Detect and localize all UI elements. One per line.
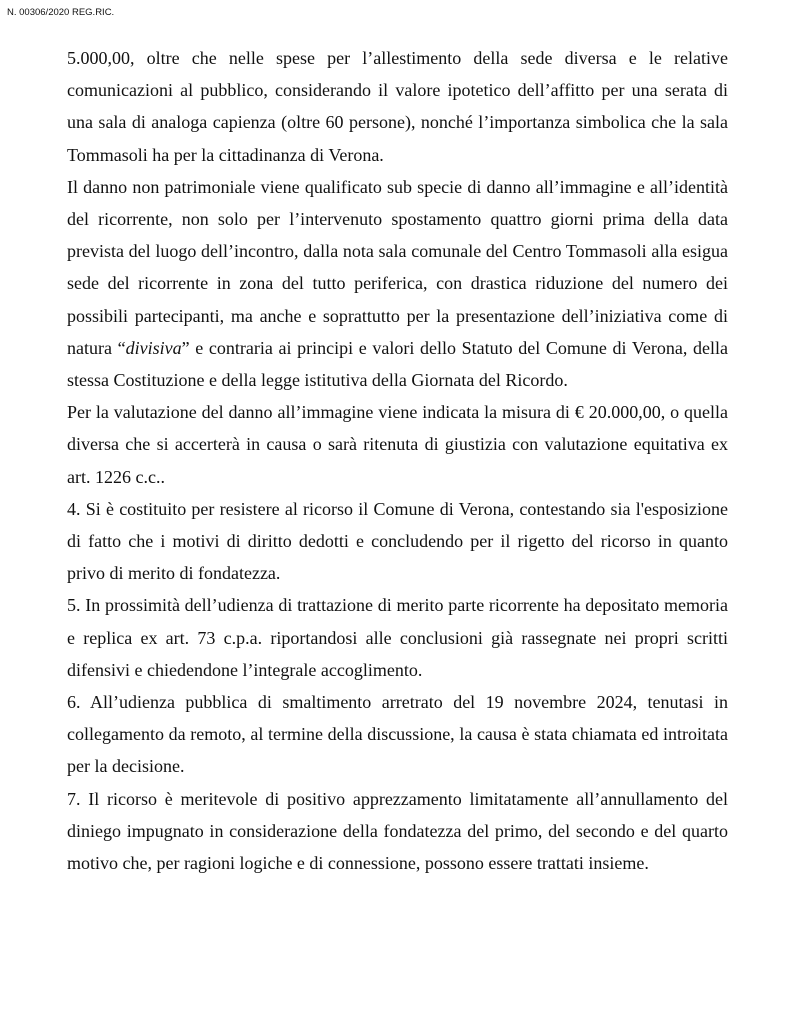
paragraph-text-segment: ” e contraria ai principi e valori dello Statuto del Comune di Verona, della stessa Costituzione e della legge istitutiva della Giornata del Ricordo. xyxy=(67,337,728,391)
paragraph-section-6: 6. All’udienza pubblica di smaltimento arretrato del 19 novembre 2024, tenutasi in collegamento da remoto, al termine della discussione, la causa è stata chiamata ed introitata per la decisione. xyxy=(67,692,728,777)
paragraph-section-4: 4. Si è costituito per resistere al ricorso il Comune di Verona, contestando sia l'esposizione di fatto che i motivi di diritto dedotti e concludendo per il rigetto del ricorso in quanto privo di merito di fondatezza. xyxy=(67,498,728,584)
paragraph-section-5: 5. In prossimità dell’udienza di trattazione di merito parte ricorrente ha depositato memoria e replica ex art. 73 c.p.a. riportandosi alle conclusioni già rassegnate nei propri scritti difensivi e chiedendone l’integrale accoglimento. xyxy=(67,595,728,680)
paragraph-image-damage-valuation: Per la valutazione del danno all’immagine viene indicata la misura di € 20.000,00, o quella diversa che si accerterà in causa o sarà ritenuta di giustizia con valutazione equitativa ex art. 1226 c.c.. xyxy=(67,402,728,487)
paragraph-damages-costs: 5.000,00, oltre che nelle spese per l’allestimento della sede diversa e le relative comunicazioni al pubblico, considerando il valore ipotetico dell’affitto per una serata di una sala di analoga capienza (oltre 60 persone), nonché l’importanza simbolica che la sala Tommasoli ha per la cittadinanza di Verona. xyxy=(67,48,728,165)
registry-reference: N. 00306/2020 REG.RIC. xyxy=(7,7,115,18)
paragraph-text-segment: Il danno non patrimoniale viene qualificato sub specie di danno all’immagine e all’identità del ricorrente, non solo per l’intervenuto spostamento quattro giorni prima della data prevista del luogo dell’incontro, dalla nota sala comunale del Centro Tommasoli alla esigua sede del ricorrente in zona del tutto periferica, con drastica riduzione del numero dei possibili partecipanti, ma anche e soprattutto per la presentazione dell’iniziativa come di natura “ xyxy=(67,176,728,358)
paragraph-section-7: 7. Il ricorso è meritevole di positivo apprezzamento limitatamente all’annullamento del diniego impugnato in considerazione della fondatezza del primo, del secondo e del quarto motivo che, per ragioni logiche e di connessione, possono essere trattati insieme. xyxy=(67,788,728,874)
italic-term: divisiva xyxy=(125,337,182,358)
document-body xyxy=(67,42,728,879)
paragraph-non-patrimonial-damage xyxy=(67,171,728,396)
